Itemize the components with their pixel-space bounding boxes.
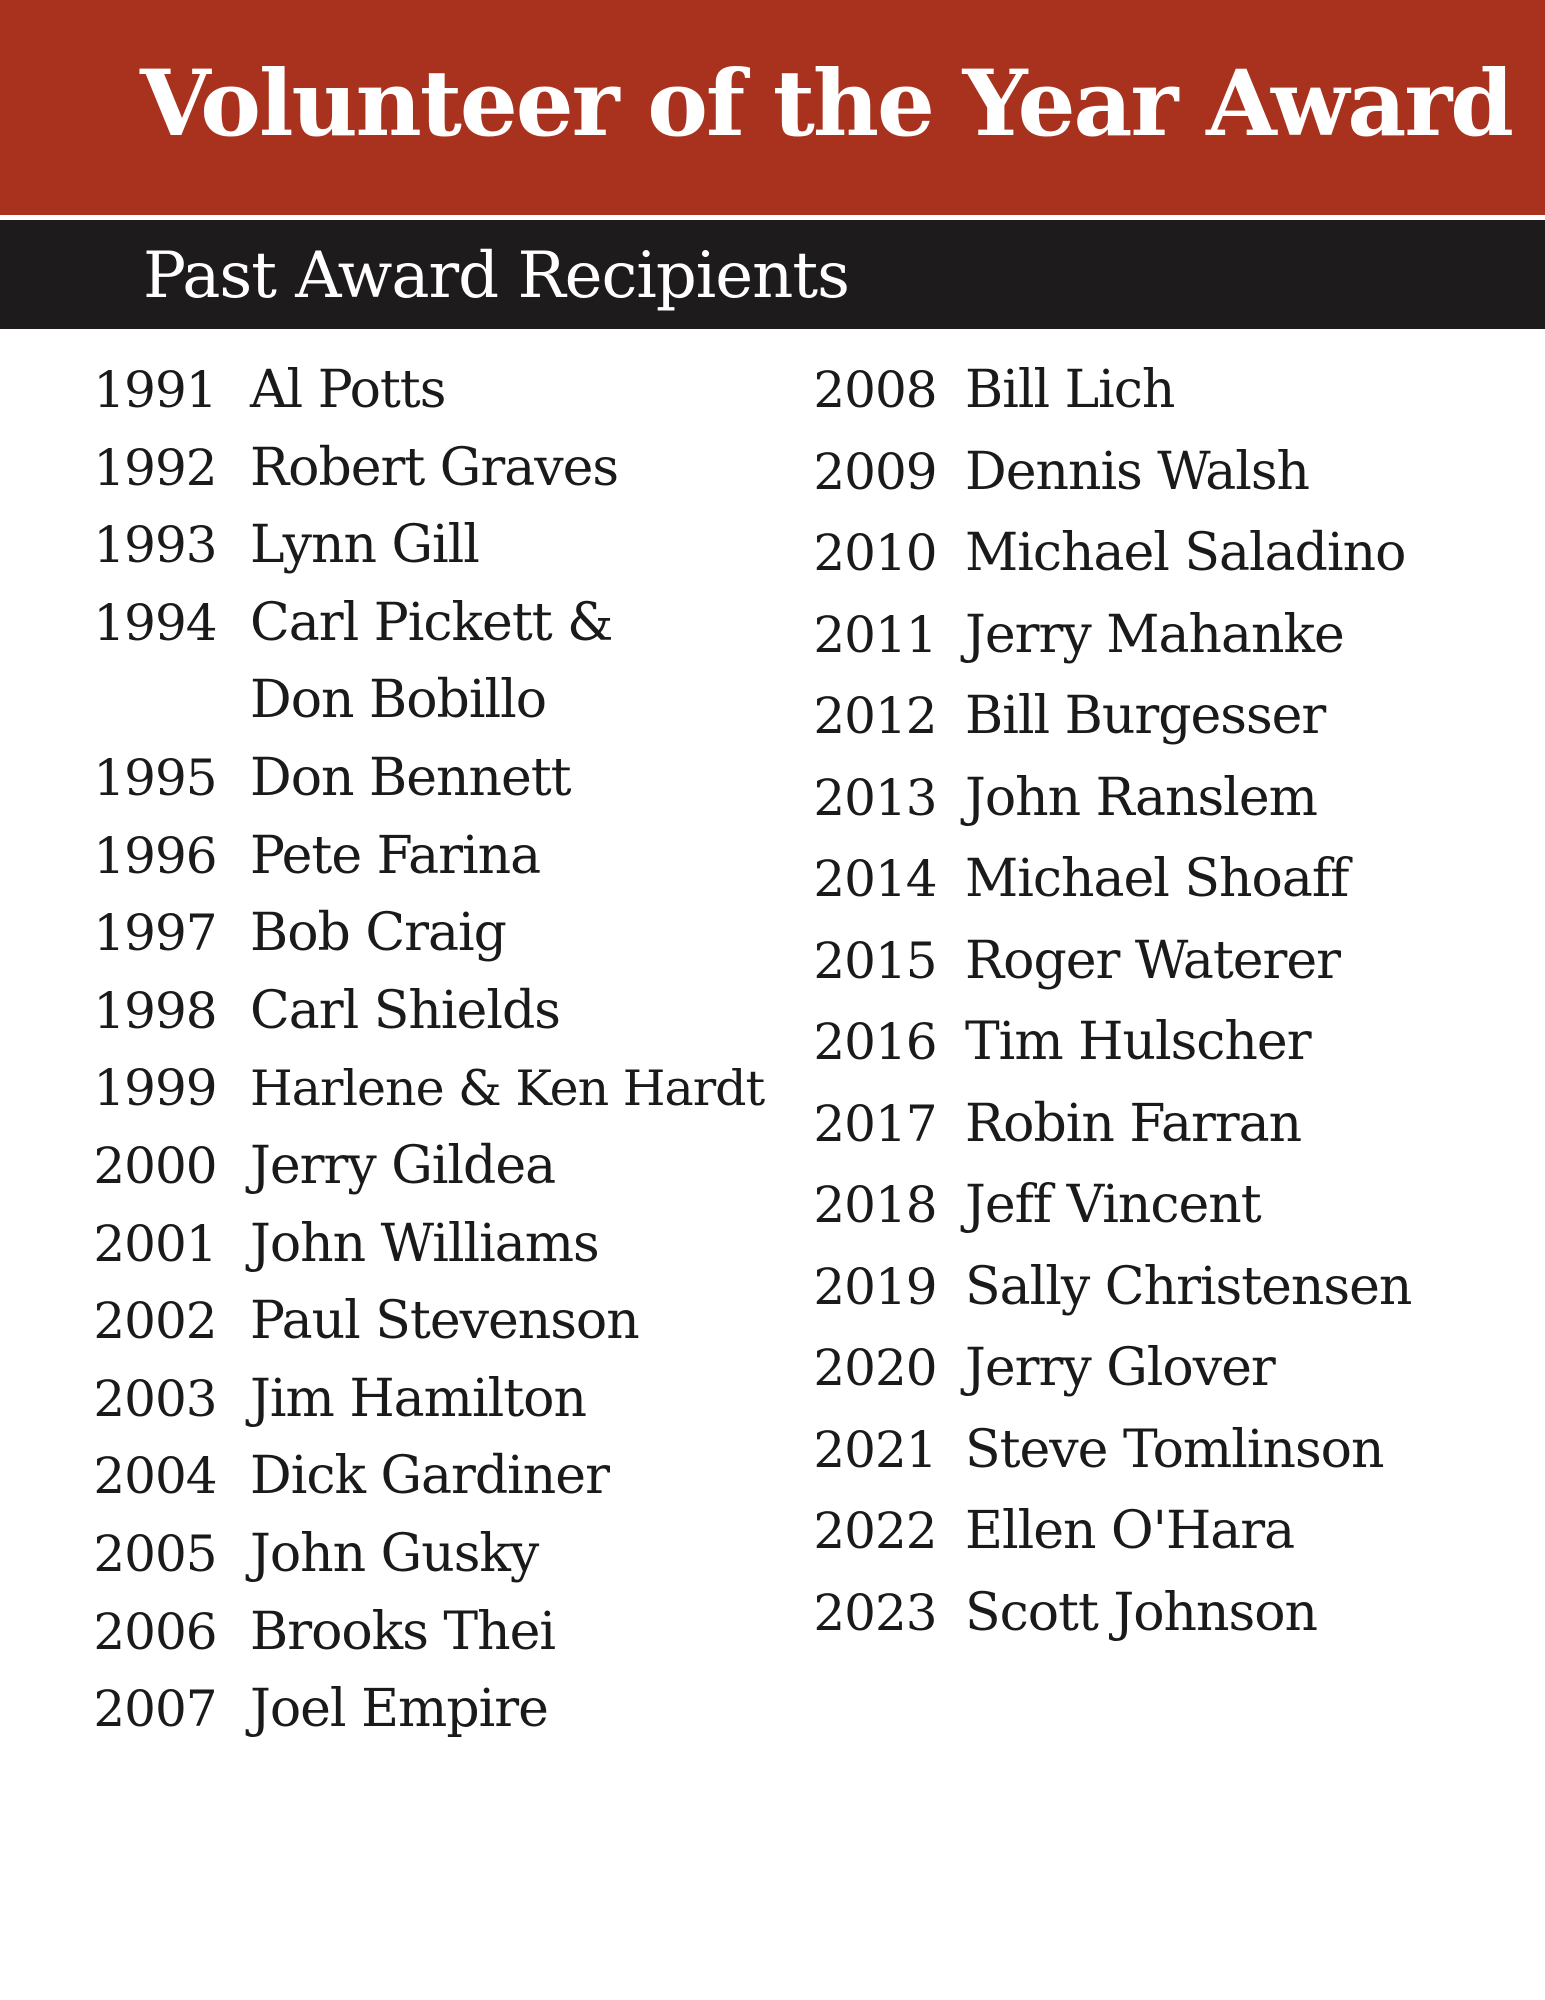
- award-year: 2016: [813, 1013, 937, 1071]
- award-year: 1997: [93, 904, 217, 963]
- award-year: 1994: [93, 593, 217, 652]
- award-year: 2018: [813, 1176, 937, 1234]
- recipient-name: Steve Tomlinson: [965, 1419, 1384, 1480]
- recipient-name: Dick Gardiner: [250, 1446, 609, 1507]
- title-band: [0, 0, 1545, 215]
- award-year: 2015: [813, 931, 937, 990]
- award-year: 1993: [93, 516, 217, 575]
- award-year: 1998: [93, 981, 217, 1040]
- recipient-name: Lynn Gill: [250, 515, 479, 576]
- recipient-name: Roger Waterer: [965, 930, 1340, 991]
- award-year: 2001: [93, 1214, 217, 1273]
- recipient-name: Sally Christensen: [965, 1256, 1412, 1317]
- award-year: 2023: [813, 1583, 937, 1642]
- award-year: 1996: [93, 826, 217, 885]
- award-year: 2005: [93, 1524, 217, 1583]
- award-year: 2003: [93, 1369, 217, 1428]
- recipient-name: Jerry Mahanke: [965, 604, 1344, 665]
- recipient-name: Robin Farran: [965, 1093, 1302, 1154]
- award-year: 2022: [813, 1502, 937, 1560]
- subtitle-band: [0, 220, 1545, 329]
- recipient-name-line2: Don Bobillo: [250, 670, 547, 731]
- award-year: 2012: [813, 687, 937, 745]
- award-year: 1992: [93, 438, 217, 497]
- recipient-name: Harlene & Ken Hardt: [250, 1060, 765, 1118]
- award-year: 2017: [813, 1094, 937, 1153]
- recipient-name: Jerry Gildea: [250, 1135, 556, 1196]
- award-year: 2006: [93, 1602, 217, 1661]
- award-year: 2000: [93, 1136, 217, 1195]
- award-year: 2011: [813, 605, 937, 664]
- recipient-name: John Ranslem: [965, 767, 1317, 828]
- award-year: 1995: [93, 748, 217, 807]
- recipient-name: Jeff Vincent: [965, 1175, 1261, 1235]
- recipient-name: Al Potts: [250, 360, 446, 420]
- award-year: 2009: [813, 442, 937, 501]
- recipient-name: Scott Johnson: [965, 1582, 1317, 1643]
- recipient-name: Bill Lich: [965, 360, 1175, 420]
- recipient-name: Paul Stevenson: [250, 1291, 639, 1352]
- recipient-name: Joel Empire: [250, 1679, 548, 1740]
- recipient-name: Dennis Walsh: [965, 441, 1310, 502]
- award-year: 1991: [93, 361, 217, 419]
- award-year: 2004: [93, 1447, 217, 1506]
- award-year: 2019: [813, 1257, 937, 1316]
- recipient-name: John Gusky: [250, 1523, 539, 1584]
- recipient-name: Bill Burgesser: [965, 686, 1326, 746]
- award-year: 2021: [813, 1420, 937, 1479]
- recipient-name: Robert Graves: [250, 437, 619, 498]
- award-year: 2007: [93, 1680, 217, 1739]
- recipient-name: Jim Hamilton: [250, 1368, 586, 1429]
- recipient-name: John Williams: [250, 1213, 599, 1274]
- recipient-name: Don Bennett: [250, 747, 571, 808]
- recipient-name: Pete Farina: [250, 825, 541, 886]
- recipient-name: Michael Saladino: [965, 523, 1406, 583]
- page-title: Volunteer of the Year Award: [140, 51, 1512, 157]
- award-year: 2002: [93, 1292, 217, 1351]
- award-year: 2010: [813, 524, 937, 582]
- award-year: 2014: [813, 850, 937, 908]
- award-year: 2008: [813, 361, 937, 419]
- recipient-name: Bob Craig: [250, 903, 506, 964]
- recipient-name: Tim Hulscher: [965, 1012, 1311, 1072]
- award-year: 2013: [813, 768, 937, 827]
- recipient-name: Carl Pickett &: [250, 592, 613, 653]
- recipient-name: Michael Shoaff: [965, 849, 1349, 909]
- recipient-name: Brooks Thei: [250, 1601, 555, 1662]
- recipient-name: Ellen O'Hara: [965, 1501, 1295, 1561]
- recipient-name: Jerry Glover: [965, 1338, 1275, 1398]
- page-subtitle: Past Award Recipients: [143, 239, 849, 313]
- award-year: 2020: [813, 1339, 937, 1397]
- award-year: 1999: [93, 1059, 217, 1118]
- recipient-name: Carl Shields: [250, 980, 560, 1041]
